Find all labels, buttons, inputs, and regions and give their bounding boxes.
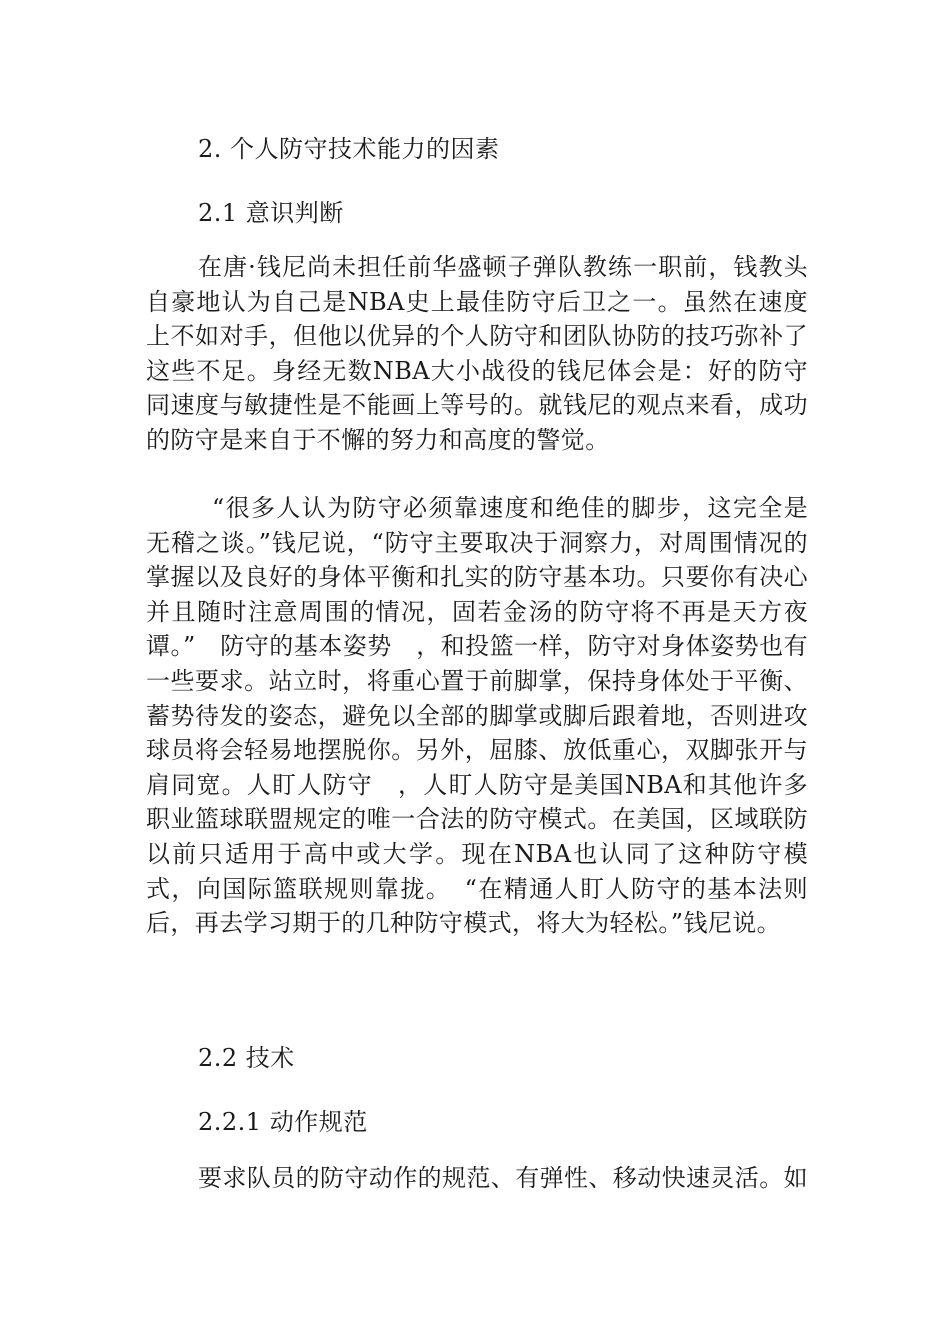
body-paragraph-2: “很多人认为防守必须靠速度和绝佳的脚步，这完全是无稽之谈。”钱尼说，“防守主要取决于洞察力，对周围情况的掌握以及良好的身体平衡和扎实的防守基本功。只要你有决心并且随时注意周围的情况，固若金汤的防守将不再是天方夜谭。” 防守的基本姿势 ，和投篮一样，防守对身体姿势也有一些要求。站立时，将重心置于前脚掌，保持身体处于平衡、蓄势待发的姿态，避免以全部的脚掌或脚后跟着地，否则进攻球员将会轻易地摆脱你。另外，屈膝、放低重心，双脚张开与肩同宽。人盯人防守 ，人盯人防守是美国NBA和其他许多职业篮球联盟规定的唯一合法的防守模式。在美国，区域联防以前只适用于高中或大学。现在NBA也认同了这种防守模式，向国际篮联规则靠拢。 “在精通人盯人防守的基本法则后，再去学习期于的几种防守模式，将大为轻松。”钱尼说。 [146, 494, 808, 938]
body-paragraph-1: 在唐·钱尼尚未担任前华盛顿子弹队教练一职前，钱教头自豪地认为自己是NBA史上最佳防守后卫之一。虽然在速度上不如对手，但他以优异的个人防守和团队协防的技巧弥补了这些不足。身经无数NBA大小战役的钱尼体会是：好的防守同速度与敏捷性是不能画上等号的。就钱尼的观点来看，成功的防守是来自于不懈的努力和高度的警觉。 [146, 253, 808, 454]
subsection-heading-2-1: 2.1 意识判断 [198, 199, 344, 227]
subsection-heading-2-2-1: 2.2.1 动作规范 [198, 1108, 368, 1136]
subsection-heading-2-2: 2.2 技术 [198, 1044, 295, 1072]
body-paragraph-3: 要求队员的防守动作的规范、有弹性、移动快速灵活。如 [198, 1164, 808, 1192]
section-heading-2: 2. 个人防守技术能力的因素 [198, 135, 500, 163]
